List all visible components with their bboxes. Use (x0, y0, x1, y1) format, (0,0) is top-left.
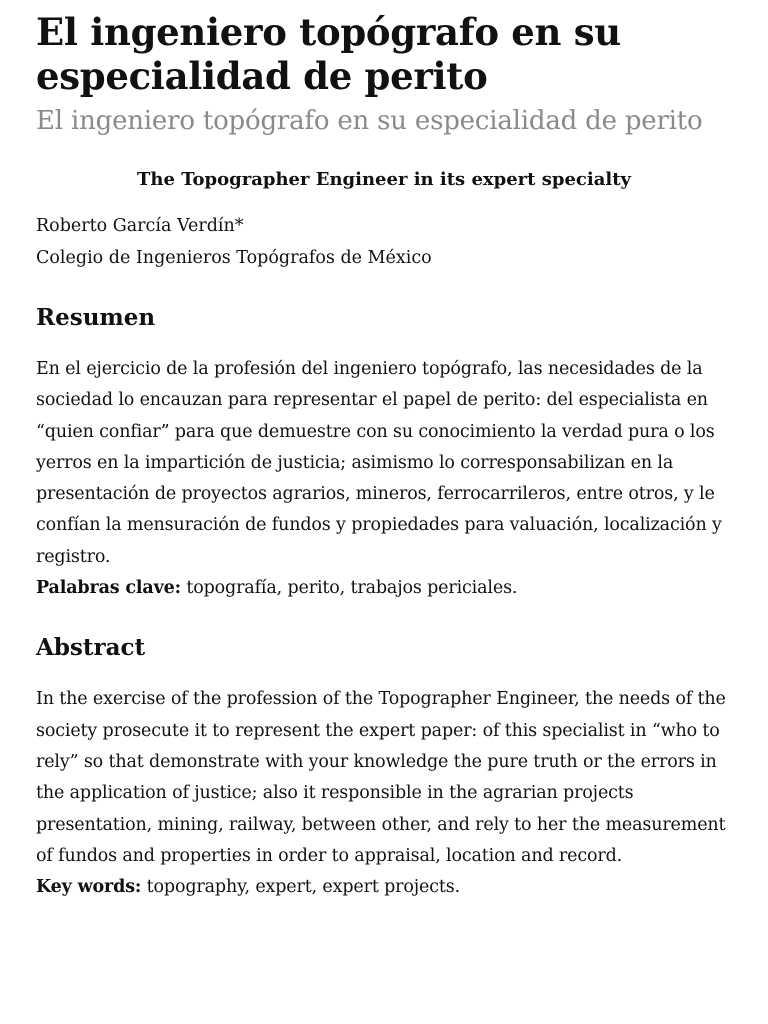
abstract-keywords (36, 872, 732, 903)
resumen-keywords (36, 573, 732, 604)
abstract-text: In the exercise of the profession of the Topographer Engineer, the needs of the society prosecute it to represent the expert paper: of this specialist in “who to rely” so that demonstrate with your knowledge the pure truth or the errors in the application of justice; also it responsible in the agrarian projects presentation, mining, railway, between other, and rely to her the measurement of fundos and properties in order to appraisal, location and record. (36, 689, 726, 866)
author-name: Roberto García Verdín* (36, 216, 244, 236)
paper-subtitle: El ingeniero topógrafo en su especialidad de perito (36, 106, 703, 136)
english-title: The Topographer Engineer in its expert specialty (137, 169, 631, 190)
resumen-keywords-label: Palabras clave: (36, 578, 181, 599)
author-block (36, 210, 732, 274)
author-affiliation: Colegio de Ingenieros Topógrafos de México (36, 248, 432, 268)
resumen-keywords-list: topografía, perito, trabajos periciales. (180, 578, 518, 599)
abstract-keywords-list: topography, expert, expert projects. (141, 877, 461, 898)
abstract-keywords-label: Key words: (36, 877, 142, 898)
resumen-text: En el ejercicio de la profesión del ingeniero topógrafo, las necesidades de la sociedad lo encauzan para representar el papel de perito: del especialista en “quien confiar” para que demuestre con su conocimiento la verdad pura o los yerros en la impartición de justicia; asimismo lo corresponsabilizan en la presentación de proyectos agrarios, mineros, ferrocarrileros, entre otros, y le confían la mensuración de fundos y propiedades para valuación, localización y registro. (36, 359, 722, 567)
paper-title: El ingeniero topógrafo en su especialidad de perito (36, 10, 621, 98)
abstract-heading: Abstract (36, 634, 146, 662)
resumen-heading: Resumen (36, 304, 156, 331)
